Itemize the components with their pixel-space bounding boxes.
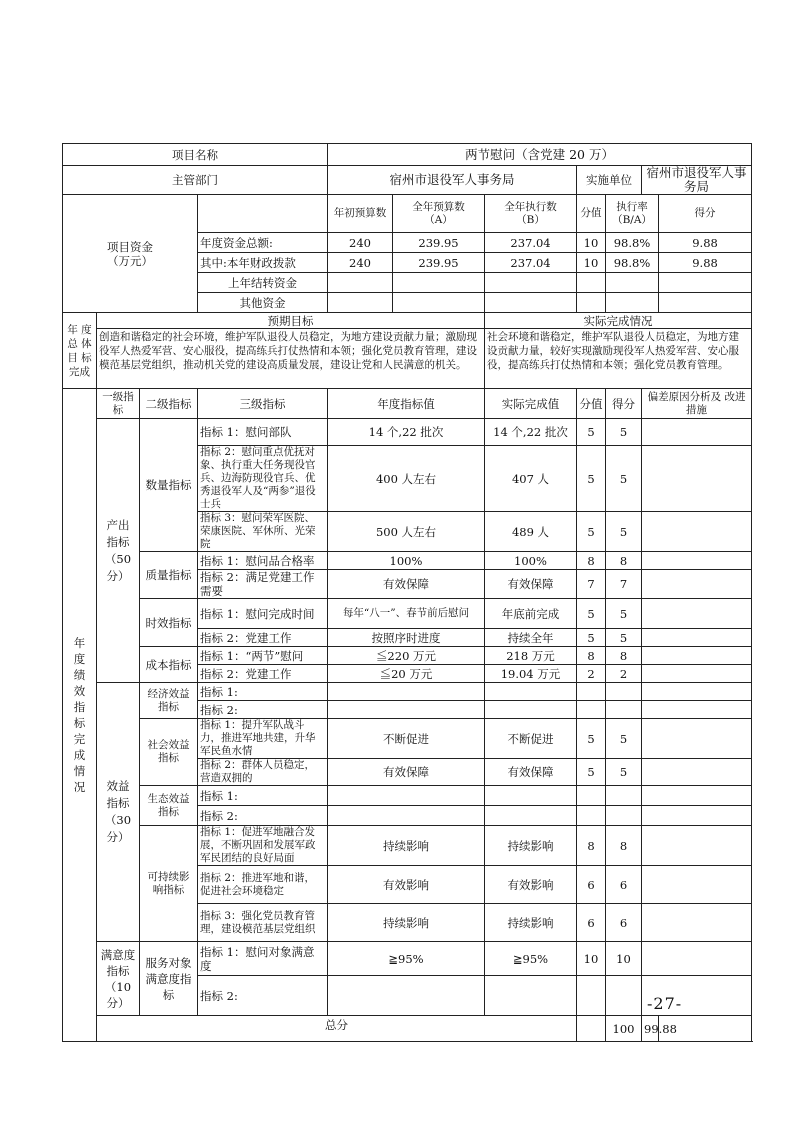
indicator-row [63,683,752,701]
indicator-name: 指标 1：慰问完成时间 [198,599,328,629]
indicator-got: 6 [606,904,642,942]
funds-rate [606,273,659,293]
economic-indicator-label: 经济效益 指标 [140,683,198,719]
output-indicator-label: 产出 指标 （50 分） [97,419,140,683]
indicator-name: 指标 1：促进军地融合发展，不断巩固和发展军政军民团结的良好局面 [198,826,328,866]
funds-exec [485,273,577,293]
indicator-target: ≦220 万元 [328,647,485,665]
funds-full: 239.95 [393,253,485,273]
impl-label: 实施单位 [577,166,642,195]
indicator-target: 400 人左右 [328,446,485,512]
indicator-reason [642,629,752,647]
indicator-reason [642,701,752,719]
indicator-got: 8 [606,647,642,665]
indicator-actual [485,701,577,719]
project-name-label: 项目名称 [63,144,328,166]
service-satisfaction-label: 服务对象 满意度指 标 [140,942,198,1016]
indicator-actual [485,683,577,701]
funds-label: 项目资金 （万元） [63,195,198,313]
indicator-reason [642,570,752,599]
indicator-score: 10 [577,942,606,976]
indicator-score: 6 [577,904,606,942]
indicator-target [328,701,485,719]
indicator-target: 有效保障 [328,759,485,786]
indicator-name: 指标 2：慰问重点优抚对象、执行重大任务现役官兵、边海防现役官兵、优秀退役军人及“两参”退役士兵 [198,446,328,512]
indicator-actual [485,786,577,806]
indicator-name: 指标 1: [198,683,328,701]
indicator-got: 5 [606,719,642,759]
score-header: 分值 [577,389,606,419]
project-name-value: 两节慰问（含党建 20 万） [328,144,752,166]
goals-header-row [63,313,752,329]
funds-full [393,293,485,313]
indicator-row [63,942,752,976]
indicator-reason [642,759,752,786]
funds-got [659,293,752,313]
perf-side-label: 年 度 绩 效 指 标 完 成 情 况 [63,389,97,1042]
indicator-row [63,552,752,570]
indicator-reason [642,806,752,826]
funds-score: 10 [577,233,606,253]
funds-score: 10 [577,253,606,273]
indicator-reason [642,904,752,942]
indicator-name: 指标 2：党建工作 [198,629,328,647]
indicator-actual: 218 万元 [485,647,577,665]
indicator-score [577,701,606,719]
indicator-name: 指标 1：慰问部队 [198,419,328,446]
impl-value: 宿州市退役军人事务局 [642,166,752,195]
performance-table-sheet [62,143,751,1042]
level2-header: 二级指标 [140,389,198,419]
funds-full [393,273,485,293]
indicator-name: 指标 1：“两节”慰问 [198,647,328,665]
indicator-score: 8 [577,826,606,866]
indicator-got: 8 [606,826,642,866]
funds-exec [485,293,577,313]
department-row [63,166,752,195]
indicator-name: 指标 1: [198,786,328,806]
indicator-got [606,806,642,826]
indicator-actual: 407 人 [485,446,577,512]
indicator-name: 指标 2: [198,806,328,826]
indicator-actual: 有效保障 [485,759,577,786]
indicator-name: 指标 2：满足党建工作需要 [198,570,328,599]
indicator-target: 500 人左右 [328,512,485,552]
funds-initial: 240 [328,253,393,273]
indicator-reason [642,826,752,866]
indicator-actual [485,976,577,1016]
actual-result-text: 社会环境和谐稳定，维护军队退役人员稳定，为地方建设贡献力量，较好实现激励现役军人热爱军营、安心服役，提高练兵打仗热情和本领；强化党员教育管理。 [485,329,752,389]
indicator-got: 7 [606,570,642,599]
ecological-indicator-label: 生态效益 指标 [140,786,198,826]
level1-header: 一级指标 [97,389,140,419]
indicator-row [63,826,752,866]
sustainable-indicator-label: 可持续影 响指标 [140,826,198,942]
total-blank [577,1016,606,1042]
indicator-name: 指标 2：群体人员稳定，营造双拥的 [198,759,328,786]
funds-got: 9.88 [659,253,752,273]
indicator-got: 5 [606,629,642,647]
quality-indicator-label: 质量指标 [140,552,198,599]
funds-score [577,293,606,313]
indicator-got: 5 [606,419,642,446]
indicator-actual: 不断促进 [485,719,577,759]
indicator-score: 2 [577,665,606,683]
indicator-target: 不断促进 [328,719,485,759]
indicator-target: 有效保障 [328,570,485,599]
funds-initial [328,273,393,293]
indicator-score [577,806,606,826]
indicator-target: ≧95% [328,942,485,976]
indicator-got [606,976,642,1016]
indicator-got: 2 [606,665,642,683]
funds-blank-header [198,195,328,233]
indicator-reason [642,647,752,665]
funds-exec: 237.04 [485,233,577,253]
indicator-target: ≦20 万元 [328,665,485,683]
satisfaction-indicator-label: 满意度 指标 （10 分） [97,942,140,1016]
funds-row-label: 其他资金 [198,293,328,313]
indicator-got: 10 [606,942,642,976]
funds-initial [328,293,393,313]
indicator-name: 指标 2：推进军地和谐，促进社会环境稳定 [198,866,328,904]
indicator-score [577,786,606,806]
indicator-got: 5 [606,759,642,786]
indicator-target: 14 个,22 批次 [328,419,485,446]
funds-rate: 98.8% [606,233,659,253]
indicator-reason [642,599,752,629]
indicator-score: 5 [577,599,606,629]
indicator-name: 指标 2: [198,976,328,1016]
indicator-target [328,976,485,1016]
funds-initial: 240 [328,233,393,253]
indicator-target: 持续影响 [328,826,485,866]
indicator-got [606,786,642,806]
indicator-reason [642,552,752,570]
expected-goal-text: 创造和谐稳定的社会环境，维护军队退役人员稳定，为地方建设贡献力量；激励现役军人热爱军营、安心服役，提高练兵打仗热情和本领；强化党员教育管理，建设模范基层党组织，推动机关党的建设高质量发展，建设让党和人民满意的机关。 [97,329,485,389]
indicator-actual: ≧95% [485,942,577,976]
expected-goal-header: 预期目标 [97,313,485,329]
total-row [63,1016,752,1042]
funds-score [577,273,606,293]
funds-rate [606,293,659,313]
indicator-score: 6 [577,866,606,904]
quantity-indicator-label: 数量指标 [140,419,198,552]
timeliness-indicator-label: 时效指标 [140,599,198,647]
funds-row-label: 其中:本年财政拨款 [198,253,328,273]
indicator-target: 持续影响 [328,904,485,942]
indicator-got: 5 [606,512,642,552]
indicator-actual: 持续影响 [485,826,577,866]
indicator-got [606,683,642,701]
indicator-target: 有效影响 [328,866,485,904]
got-header: 得分 [606,389,642,419]
cost-indicator-label: 成本指标 [140,647,198,683]
total-label: 总分 [97,1016,577,1042]
goals-label: 年 度 总 体 目 标 完成 [63,313,97,389]
performance-evaluation-table [62,143,752,1042]
indicator-name: 指标 3：强化党员教育管理，建设模范基层党组织 [198,904,328,942]
funds-got [659,273,752,293]
indicator-score: 7 [577,570,606,599]
indicator-score: 5 [577,629,606,647]
indicator-actual: 489 人 [485,512,577,552]
indicator-actual: 19.04 万元 [485,665,577,683]
funds-got: 9.88 [659,233,752,253]
indicator-target: 100% [328,552,485,570]
indicator-score: 5 [577,759,606,786]
dept-label: 主管部门 [63,166,328,195]
indicator-reason [642,683,752,701]
perf-header-row [63,389,752,419]
indicator-got: 6 [606,866,642,904]
funds-header-row [63,195,752,233]
indicator-actual: 年底前完成 [485,599,577,629]
indicator-actual: 持续全年 [485,629,577,647]
indicator-target [328,683,485,701]
col-score: 分值 [577,195,606,233]
dept-value: 宿州市退役军人事务局 [328,166,577,195]
indicator-got: 5 [606,599,642,629]
indicator-name: 指标 2: [198,701,328,719]
funds-rate: 98.8% [606,253,659,273]
col-executed: 全年执行数 （B） [485,195,577,233]
funds-row-label: 上年结转资金 [198,273,328,293]
indicator-got: 5 [606,446,642,512]
actual-result-header: 实际完成情况 [485,313,752,329]
indicator-got [606,701,642,719]
indicator-score [577,683,606,701]
actual-header: 实际完成值 [485,389,577,419]
indicator-got: 8 [606,552,642,570]
indicator-actual: 14 个,22 批次 [485,419,577,446]
col-exec-rate: 执行率 （B/A） [606,195,659,233]
indicator-score: 5 [577,719,606,759]
indicator-row [63,719,752,759]
indicator-score: 5 [577,419,606,446]
indicator-reason [642,446,752,512]
indicator-row [63,647,752,665]
indicator-target [328,806,485,826]
indicator-reason [642,665,752,683]
indicator-actual: 100% [485,552,577,570]
indicator-row [63,786,752,806]
goals-content-row [63,329,752,389]
col-got: 得分 [659,195,752,233]
benefit-indicator-label: 效益 指标 （30 分） [97,683,140,942]
indicator-score [577,976,606,1016]
indicator-target [328,786,485,806]
indicator-row [63,419,752,446]
indicator-reason [642,942,752,976]
indicator-actual [485,806,577,826]
social-indicator-label: 社会效益 指标 [140,719,198,786]
indicator-reason [642,786,752,806]
indicator-score: 5 [577,512,606,552]
indicator-name: 指标 1：慰问品合格率 [198,552,328,570]
level3-header: 三级指标 [198,389,328,419]
indicator-actual: 持续影响 [485,904,577,942]
indicator-name: 指标 2：党建工作 [198,665,328,683]
indicator-name: 指标 1：慰问对象满意度 [198,942,328,976]
indicator-reason [642,719,752,759]
target-header: 年度指标值 [328,389,485,419]
funds-full: 239.95 [393,233,485,253]
indicator-reason [642,512,752,552]
indicator-reason [642,866,752,904]
funds-exec: 237.04 [485,253,577,273]
reason-header: 偏差原因分析及 改进措施 [642,389,752,419]
indicator-actual: 有效保障 [485,570,577,599]
col-full-budget: 全年预算数 （A） [393,195,485,233]
indicator-row [63,599,752,629]
indicator-name: 指标 3：慰问荣军医院、荣康医院、军休所、光荣院 [198,512,328,552]
col-initial-budget: 年初预算数 [328,195,393,233]
indicator-score: 8 [577,552,606,570]
project-name-row [63,144,752,166]
indicator-score: 8 [577,647,606,665]
page-number: -27- [647,994,683,1013]
indicator-target: 每年“八一”、春节前后慰问 [328,599,485,629]
indicator-name: 指标 1：提升军队战斗力，推进军地共建，升华军民鱼水情 [198,719,328,759]
indicator-reason [642,419,752,446]
funds-row-label: 年度资金总额: [198,233,328,253]
indicator-actual: 有效影响 [485,866,577,904]
indicator-score: 5 [577,446,606,512]
indicator-target: 按照序时进度 [328,629,485,647]
total-score: 100 [606,1016,642,1042]
total-got: 99.88 [642,1016,659,1042]
